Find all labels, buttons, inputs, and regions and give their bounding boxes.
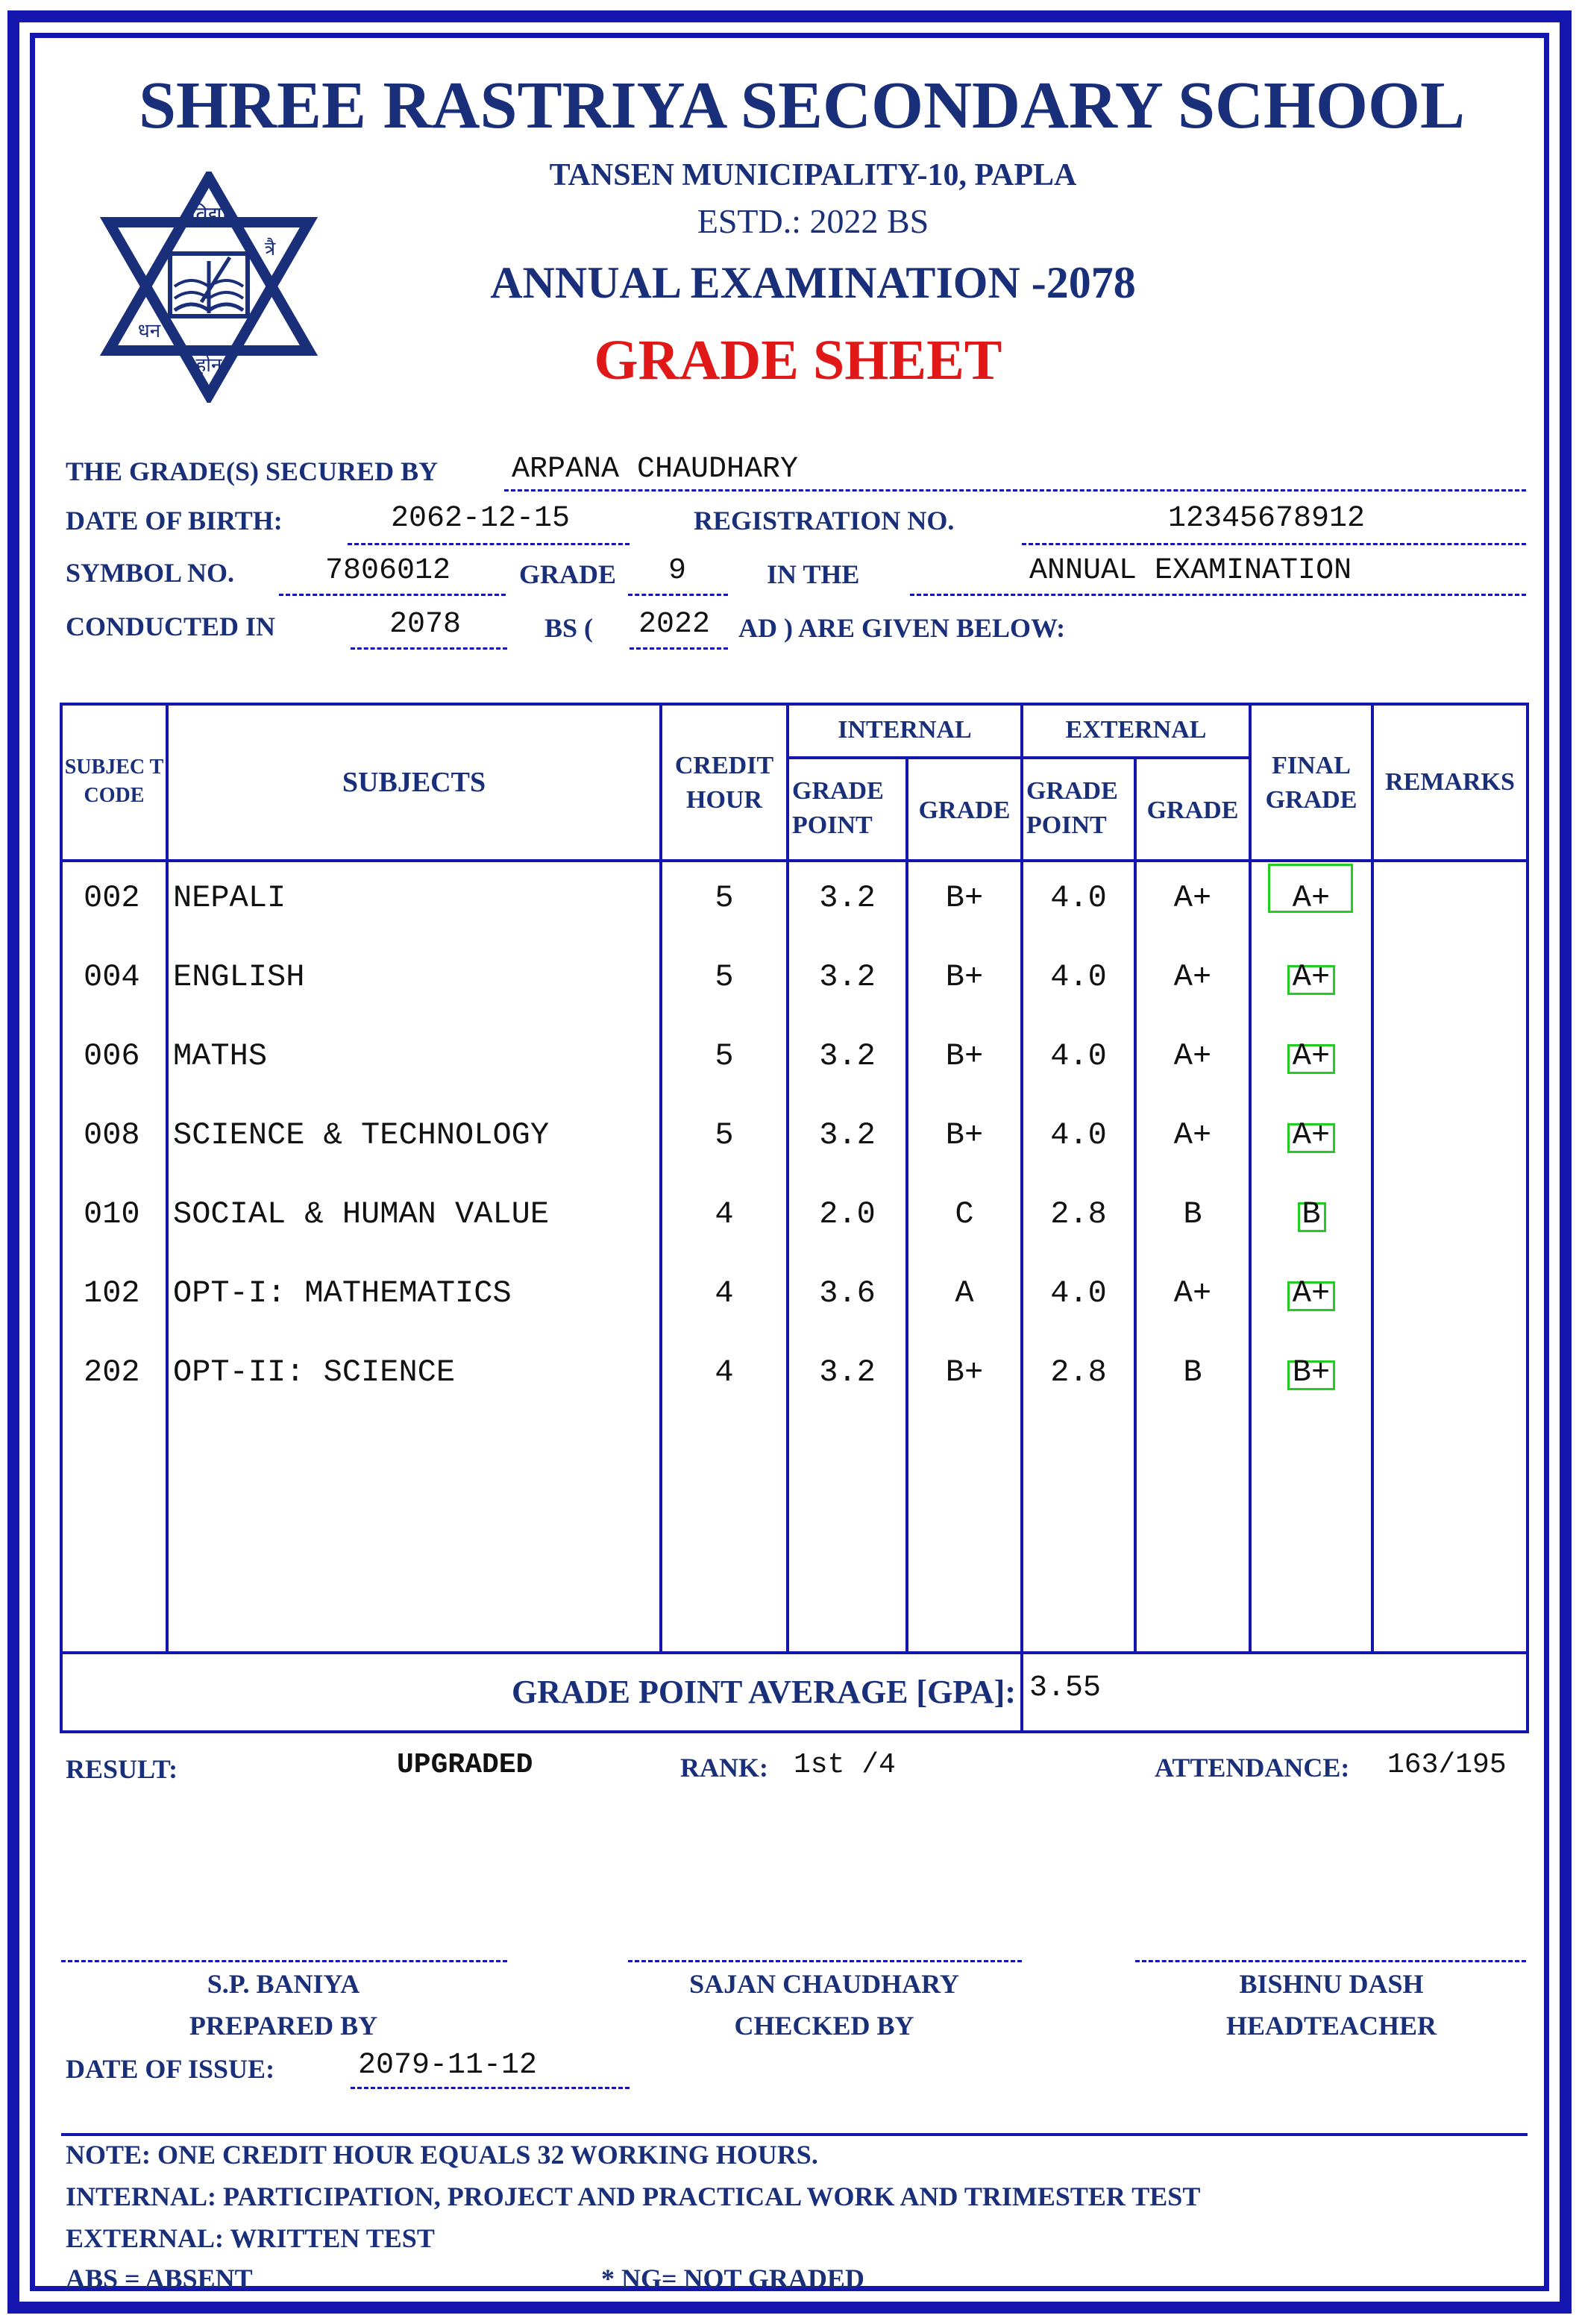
signature-role: HEADTEACHER (1225, 2011, 1437, 2041)
row-external-grade-point: 2.8 (1050, 1196, 1107, 1232)
row-internal-grade-point: 2.0 (819, 1196, 876, 1232)
row-external-grade-point: 4.0 (1050, 1038, 1107, 1074)
row-internal-grade-point: 3.2 (819, 1038, 876, 1074)
header-subjects: SUBJECTS (342, 767, 486, 798)
symbol-label: SYMBOL NO. (66, 558, 235, 588)
attendance-value: 163/195 (1387, 1749, 1507, 1781)
row-code: 008 (84, 1117, 140, 1153)
row-final-grade: A+ (1292, 880, 1331, 916)
row-external-grade-point: 4.0 (1050, 1275, 1107, 1311)
exam-name-underline (910, 594, 1526, 596)
header-subject-code: SUBJEC T CODE (64, 756, 164, 807)
logo-text-right: त्रै (264, 238, 276, 260)
row-code: 004 (84, 959, 140, 995)
registration-underline (1022, 543, 1526, 545)
note-credit-hour: NOTE: ONE CREDIT HOUR EQUALS 32 WORKING HOURS. (66, 2140, 818, 2170)
exam-name-value: ANNUAL EXAMINATION (1029, 554, 1352, 588)
signature-line-headteacher (1135, 1960, 1526, 1962)
row-external-grade-point: 4.0 (1050, 959, 1107, 995)
note-external: EXTERNAL: WRITTEN TEST (66, 2223, 435, 2253)
student-name: ARPANA CHAUDHARY (512, 453, 799, 486)
notes-divider (61, 2133, 1528, 2136)
date-of-issue-value: 2079-11-12 (358, 2049, 538, 2082)
row-final-grade: A+ (1292, 1038, 1331, 1074)
row-internal-grade: B+ (945, 1117, 984, 1153)
signature-name: BISHNU DASH (1239, 1969, 1424, 1999)
row-internal-grade: B+ (945, 1038, 984, 1074)
row-external-grade: A+ (1173, 880, 1212, 916)
established: ESTD.: 2022 BS (697, 202, 929, 240)
gpa-value: 3.55 (1029, 1671, 1102, 1705)
logo-text-bottom: होन (195, 354, 222, 377)
header-external: EXTERNAL (1065, 716, 1207, 744)
star-emblem-icon (97, 172, 321, 403)
row-subject: ENGLISH (173, 959, 305, 995)
row-subject: SOCIAL & HUMAN VALUE (173, 1196, 550, 1232)
row-credit: 4 (715, 1196, 734, 1232)
row-code: 006 (84, 1038, 140, 1074)
row-internal-grade: C (955, 1196, 974, 1232)
row-external-grade: B (1183, 1354, 1202, 1390)
row-credit: 4 (715, 1354, 734, 1390)
header-external-grade-point: GRADE POINT (1026, 777, 1118, 839)
grade-underline (628, 594, 728, 596)
row-subject: MATHS (173, 1038, 268, 1074)
symbol-underline (279, 594, 506, 596)
row-credit: 4 (715, 1275, 734, 1311)
header-external-grade: GRADE (1146, 797, 1239, 824)
row-credit: 5 (715, 880, 734, 916)
date-of-issue-underline (351, 2087, 630, 2089)
row-internal-grade: B+ (945, 959, 984, 995)
dob-value: 2062-12-15 (391, 502, 571, 536)
signature-name: SAJAN CHAUDHARY (689, 1969, 959, 1999)
year-ad-underline (630, 647, 728, 650)
row-external-grade-point: 4.0 (1050, 880, 1107, 916)
row-subject: OPT-II: SCIENCE (173, 1354, 456, 1390)
header-internal-grade-point: GRADE POINT (792, 777, 884, 839)
row-internal-grade-point: 3.2 (819, 1354, 876, 1390)
attendance-label: ATTENDANCE: (1155, 1753, 1350, 1783)
exam-title: ANNUAL EXAMINATION -2078 (490, 258, 1136, 307)
registration-label: REGISTRATION NO. (694, 506, 955, 536)
row-code: 202 (84, 1354, 140, 1390)
row-final-grade: A+ (1292, 1117, 1331, 1153)
header-remarks: REMARKS (1385, 768, 1515, 796)
grade-label: GRADE (519, 559, 617, 589)
row-internal-grade: B+ (945, 1354, 984, 1390)
row-internal-grade: A (955, 1275, 974, 1311)
row-subject: NEPALI (173, 880, 286, 916)
result-label: RESULT: (66, 1754, 178, 1784)
note-internal: INTERNAL: PARTICIPATION, PROJECT AND PRACTICAL WORK AND TRIMESTER TEST (66, 2182, 1201, 2211)
row-internal-grade-point: 3.2 (819, 1117, 876, 1153)
signature-name: S.P. BANIYA (207, 1969, 360, 1999)
row-internal-grade-point: 3.6 (819, 1275, 876, 1311)
row-internal-grade: B+ (945, 880, 984, 916)
row-code: 102 (84, 1275, 140, 1311)
row-subject: OPT-I: MATHEMATICS (173, 1275, 512, 1311)
row-final-grade: A+ (1292, 1275, 1331, 1311)
logo-text-left: धन (137, 320, 161, 342)
year-bs-underline (351, 647, 507, 650)
row-internal-grade-point: 3.2 (819, 959, 876, 995)
signature-role: CHECKED BY (734, 2011, 914, 2041)
row-external-grade-point: 4.0 (1050, 1117, 1107, 1153)
logo-text-top: विद्या (189, 202, 228, 228)
date-of-issue-label: DATE OF ISSUE: (66, 2054, 275, 2084)
note-not-graded: * NG= NOT GRADED (601, 2264, 864, 2293)
note-absent: ABS = ABSENT (66, 2264, 253, 2293)
row-credit: 5 (715, 1038, 734, 1074)
school-name: SHREE RASTRIYA SECONDARY SCHOOL (138, 69, 1466, 142)
row-code: 002 (84, 880, 140, 916)
signature-role: PREPARED BY (189, 2011, 378, 2041)
row-final-grade: B+ (1292, 1354, 1331, 1390)
signature-line-prepared (61, 1960, 507, 1962)
row-code: 010 (84, 1196, 140, 1232)
year-ad-value: 2022 (638, 608, 711, 641)
row-external-grade: B (1183, 1196, 1202, 1232)
row-external-grade: A+ (1173, 959, 1212, 995)
in-the-label: IN THE (767, 559, 860, 589)
signature-line-checked (628, 1960, 1022, 1962)
name-underline (504, 489, 1526, 492)
rank-label: RANK: (680, 1753, 768, 1783)
rank-value: 1st /4 (794, 1749, 896, 1781)
school-address: TANSEN MUNICIPALITY-10, PAPLA (549, 158, 1077, 192)
row-credit: 5 (715, 1117, 734, 1153)
row-subject: SCIENCE & TECHNOLOGY (173, 1117, 550, 1153)
registration-value: 12345678912 (1168, 502, 1366, 536)
secured-by-label: THE GRADE(S) SECURED BY (66, 456, 439, 486)
grade-value: 9 (668, 554, 687, 588)
row-internal-grade-point: 3.2 (819, 880, 876, 916)
header-internal: INTERNAL (838, 716, 972, 744)
symbol-value: 7806012 (325, 554, 451, 588)
gpa-label: GRADE POINT AVERAGE [GPA]: (512, 1674, 1016, 1710)
header-final-grade: FINAL GRADE (1265, 752, 1357, 814)
row-final-grade: A+ (1292, 959, 1331, 995)
dob-underline (348, 543, 630, 545)
result-value: UPGRADED (397, 1749, 533, 1781)
header-internal-grade: GRADE (918, 797, 1011, 824)
row-external-grade: A+ (1173, 1038, 1212, 1074)
row-external-grade-point: 2.8 (1050, 1354, 1107, 1390)
header-credit-hour: CREDIT HOUR (674, 752, 774, 814)
year-bs-value: 2078 (389, 608, 462, 641)
ad-label: AD ) ARE GIVEN BELOW: (738, 613, 1066, 643)
row-final-grade: B (1302, 1196, 1321, 1232)
conducted-label: CONDUCTED IN (66, 612, 276, 641)
grade-sheet-title: GRADE SHEET (594, 329, 1002, 392)
bs-label: BS ( (544, 613, 594, 643)
row-external-grade: A+ (1173, 1275, 1212, 1311)
row-credit: 5 (715, 959, 734, 995)
dob-label: DATE OF BIRTH: (66, 506, 283, 536)
row-external-grade: A+ (1173, 1117, 1212, 1153)
school-logo (97, 172, 321, 403)
